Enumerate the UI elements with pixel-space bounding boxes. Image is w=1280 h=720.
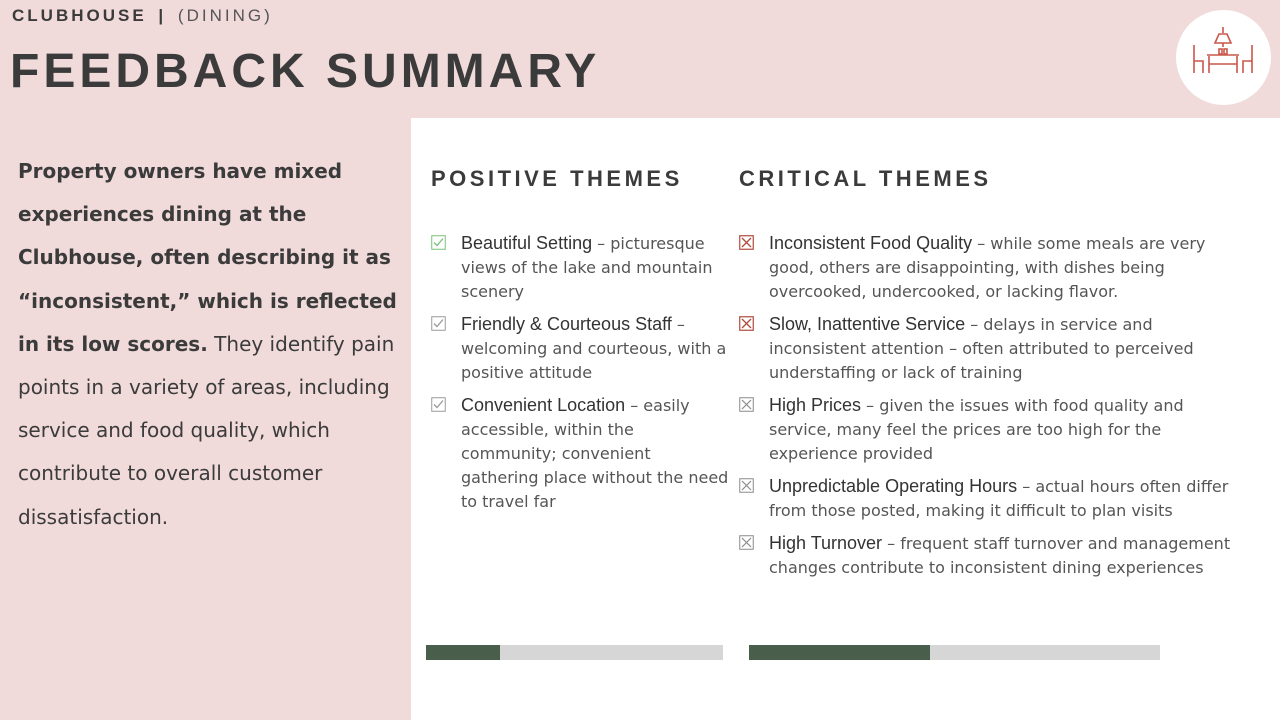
theme-description: – while some meals are very good, others are disappointing, with dishes being overcooked, undercooked, or lacking flavor. (769, 234, 1206, 301)
summary-text (18, 150, 398, 539)
eyebrow-separator: | (158, 6, 167, 25)
list-item (739, 394, 1239, 466)
list-item (431, 313, 731, 385)
eyebrow-section: CLUBHOUSE (12, 6, 147, 25)
checkbox-x-icon (739, 535, 754, 550)
checkbox-checked-icon (431, 397, 446, 412)
theme-title: Beautiful Setting (461, 233, 593, 253)
checkbox-x-icon (739, 235, 754, 250)
positive-progress-fill (426, 645, 500, 660)
list-item (739, 313, 1239, 385)
section-eyebrow (12, 6, 273, 26)
checkbox-checked-icon (431, 235, 446, 250)
logo-badge (1176, 10, 1271, 105)
checkbox-x-icon (739, 316, 754, 331)
theme-description: – given the issues with food quality and service, many feel the prices are too high for the experience provided (769, 396, 1184, 463)
theme-title: Unpredictable Operating Hours (769, 476, 1018, 496)
theme-title: High Turnover (769, 533, 883, 553)
checkbox-x-icon (739, 478, 754, 493)
checkbox-checked-icon (431, 316, 446, 331)
critical-themes-list (739, 232, 1239, 589)
positive-progress-bar (426, 645, 723, 660)
eyebrow-subsection: (DINING) (177, 6, 273, 25)
dining-table-icon (1189, 23, 1257, 91)
theme-description: – delays in service and inconsistent attention – often attributed to perceived understaffing or lack of training (769, 315, 1194, 382)
positive-themes-heading: POSITIVE THEMES (431, 166, 683, 191)
summary-bold-text: Property owners have mixed experiences dining at the Clubhouse, often describing it as “inconsistent,” which is reflected in its low scores. (18, 159, 397, 356)
critical-progress-bar (749, 645, 1160, 660)
positive-themes-list (431, 232, 731, 523)
theme-title: High Prices (769, 395, 862, 415)
theme-description: – picturesque views of the lake and mountain scenery (461, 234, 713, 301)
page-title: FEEDBACK SUMMARY (10, 45, 601, 98)
checkbox-x-icon (739, 397, 754, 412)
theme-description: – welcoming and courteous, with a positive attitude (461, 315, 727, 382)
list-item (431, 394, 731, 514)
theme-title: Slow, Inattentive Service (769, 314, 966, 334)
list-item (739, 532, 1239, 580)
theme-title: Inconsistent Food Quality (769, 233, 973, 253)
critical-progress-fill (749, 645, 930, 660)
theme-title: Friendly & Courteous Staff (461, 314, 672, 334)
critical-themes-heading: CRITICAL THEMES (739, 166, 992, 191)
theme-title: Convenient Location (461, 395, 626, 415)
theme-description: – easily accessible, within the community; convenient gathering place without the need to travel far (461, 396, 729, 511)
theme-description: – frequent staff turnover and management changes contribute to inconsistent dining experiences (769, 534, 1231, 577)
theme-description: – actual hours often differ from those posted, making it difficult to plan visits (769, 477, 1229, 520)
list-item (431, 232, 731, 304)
list-item (739, 475, 1239, 523)
summary-normal-text: They identify pain points in a variety of areas, including service and food quality, which contribute to overall customer dissatisfaction. (18, 331, 395, 529)
list-item (739, 232, 1239, 304)
